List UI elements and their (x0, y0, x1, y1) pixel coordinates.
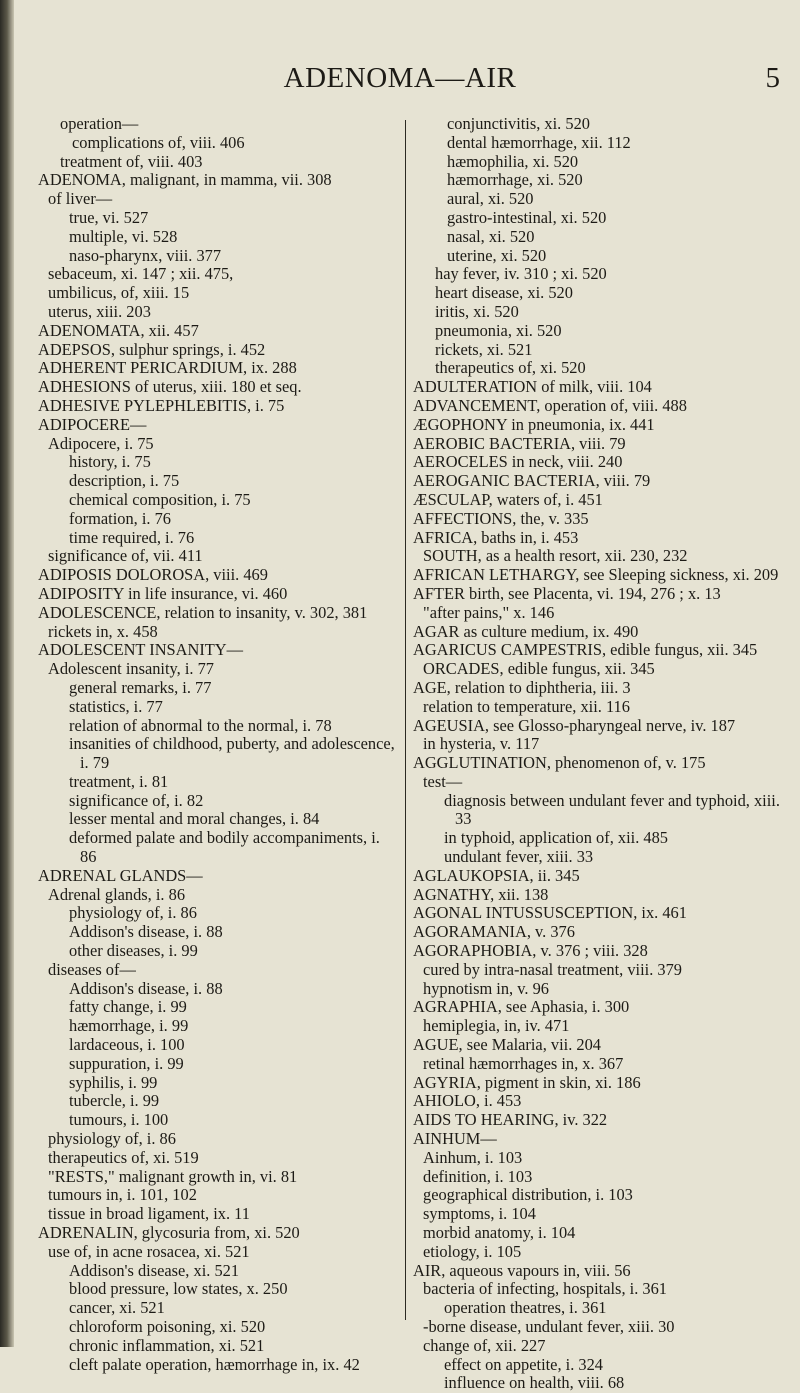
index-subentry: uterus, xiii. 203 (48, 301, 151, 321)
index-subentry: heart disease, xi. 520 (435, 283, 573, 303)
index-heading: ADULTERATION of milk, viii. 104 (413, 377, 652, 397)
index-heading: AEROBIC BACTERIA, viii. 79 (413, 433, 626, 453)
index-heading: ÆGOPHONY in pneumonia, ix. 441 (413, 414, 655, 434)
index-subentry: tumours, i. 100 (69, 1110, 169, 1130)
index-heading: AGORAPHOBIA, v. 376 ; viii. 328 (413, 941, 648, 961)
book-binding-edge (0, 0, 14, 1347)
index-subentry: syphilis, i. 99 (69, 1072, 158, 1092)
index-subentry: hypnotism in, v. 96 (423, 978, 549, 998)
index-heading: ADENOMATA, xii. 457 (38, 320, 199, 340)
index-heading: AGE, relation to diphtheria, iii. 3 (413, 677, 631, 697)
index-subentry: "after pains," x. 146 (423, 602, 555, 622)
index-subentry: hay fever, iv. 310 ; xi. 520 (435, 264, 607, 284)
index-subentry: in hysteria, v. 117 (423, 734, 540, 754)
index-subentry: therapeutics of, xi. 520 (435, 358, 586, 378)
index-subentry: hemiplegia, in, iv. 471 (423, 1016, 570, 1036)
index-subentry: influence on health, viii. 68 (444, 1373, 625, 1393)
index-heading: AGAR as culture medium, ix. 490 (413, 621, 639, 641)
index-subentry: treatment of, viii. 403 (60, 151, 203, 171)
index-subentry: chloroform poisoning, xi. 520 (69, 1317, 266, 1336)
index-subentry: hæmorrhage, i. 99 (69, 1016, 189, 1036)
index-heading: AGLAUKOPSIA, ii. 345 (413, 865, 580, 885)
index-subentry: naso-pharynx, viii. 377 (69, 245, 222, 265)
index-heading: AIR, aqueous vapours in, viii. 56 (413, 1260, 631, 1280)
index-subentry: cleft palate operation, hæmorrhage in, ix. 42 (69, 1354, 360, 1374)
index-subentry: test— (423, 771, 463, 791)
index-subentry: undulant fever, xiii. 33 (444, 847, 594, 867)
index-subentry: pneumonia, xi. 520 (435, 320, 562, 340)
index-column-right (413, 115, 788, 1393)
index-subentry: diagnosis between undulant fever and typhoid, xiii. 33 (444, 790, 780, 829)
index-subentry: dental hæmorrhage, xii. 112 (447, 132, 631, 152)
index-heading: AGYRIA, pigment in skin, xi. 186 (413, 1072, 641, 1092)
index-subentry: Addison's disease, i. 88 (69, 922, 223, 942)
index-heading: AEROGANIC BACTERIA, viii. 79 (413, 471, 651, 491)
page-number: 5 (765, 62, 780, 94)
index-subentry: morbid anatomy, i. 104 (423, 1223, 576, 1243)
index-heading: ADOLESCENT INSANITY— (38, 640, 244, 660)
index-heading: AGNATHY, xii. 138 (413, 884, 549, 904)
index-subentry: SOUTH, as a health resort, xii. 230, 232 (423, 546, 688, 566)
index-subentry: complications of, viii. 406 (72, 132, 245, 152)
index-heading: ADHESIONS of uterus, xiii. 180 et seq. (38, 377, 302, 397)
index-subentry: in typhoid, application of, xii. 485 (444, 828, 668, 848)
index-subentry: change of, xii. 227 (423, 1335, 546, 1355)
index-subentry: Ainhum, i. 103 (423, 1147, 523, 1167)
index-subentry: symptoms, i. 104 (423, 1204, 536, 1224)
index-subentry: operation theatres, i. 361 (444, 1298, 607, 1318)
index-subentry: rickets in, x. 458 (48, 621, 158, 641)
index-heading: ADEPSOS, sulphur springs, i. 452 (38, 339, 266, 359)
index-subentry: multiple, vi. 528 (69, 226, 178, 246)
index-subentry: therapeutics of, xi. 519 (48, 1147, 199, 1167)
index-subentry: physiology of, i. 86 (69, 903, 197, 923)
index-subentry: deformed palate and bodily accompaniments, i. 86 (69, 828, 380, 867)
index-subentry: etiology, i. 105 (423, 1241, 522, 1261)
index-heading: AGONAL INTUSSUSCEPTION, ix. 461 (413, 903, 687, 923)
index-subentry: cancer, xi. 521 (69, 1298, 165, 1318)
index-heading: AGARICUS CAMPESTRIS, edible fungus, xii. 345 (413, 640, 758, 660)
index-heading: AHIOLO, i. 453 (413, 1091, 522, 1111)
index-subentry: suppuration, i. 99 (69, 1053, 184, 1073)
index-subentry: retinal hæmorrhages in, x. 367 (423, 1053, 624, 1073)
index-subentry: physiology of, i. 86 (48, 1129, 176, 1149)
index-subentry: general remarks, i. 77 (69, 677, 212, 697)
index-subentry: blood pressure, low states, x. 250 (69, 1279, 288, 1299)
index-subentry: Adolescent insanity, i. 77 (48, 659, 215, 679)
index-heading: AFRICA, baths in, i. 453 (413, 527, 579, 547)
index-subentry: fatty change, i. 99 (69, 997, 187, 1017)
index-heading: ADHESIVE PYLEPHLEBITIS, i. 75 (38, 395, 285, 415)
index-subentry: bacteria of infecting, hospitals, i. 361 (423, 1279, 667, 1299)
index-subentry: time required, i. 76 (69, 527, 195, 547)
index-subentry: hæmorrhage, xi. 520 (447, 170, 583, 190)
index-heading: AFRICAN LETHARGY, see Sleeping sickness, xi. 209 (413, 565, 779, 585)
index-subentry: conjunctivitis, xi. 520 (447, 114, 590, 133)
index-heading: AGORAMANIA, v. 376 (413, 922, 575, 942)
index-subentry: Addison's disease, i. 88 (69, 978, 223, 998)
index-subentry: description, i. 75 (69, 471, 180, 491)
index-subentry: treatment, i. 81 (69, 771, 169, 791)
index-subentry: formation, i. 76 (69, 508, 171, 528)
index-subentry: nasal, xi. 520 (447, 226, 535, 246)
index-subentry: diseases of— (48, 959, 136, 979)
index-subentry: -borne disease, undulant fever, xiii. 30 (423, 1317, 675, 1336)
index-subentry: chemical composition, i. 75 (69, 489, 251, 509)
index-subentry: relation to temperature, xii. 116 (423, 696, 630, 716)
index-heading: AINHUM— (413, 1129, 497, 1149)
index-heading: ADENOMA, malignant, in mamma, vii. 308 (38, 170, 332, 190)
index-heading: AGGLUTINATION, phenomenon of, v. 175 (413, 753, 706, 773)
index-subentry: tumours in, i. 101, 102 (48, 1185, 197, 1205)
index-heading: ADIPOSITY in life insurance, vi. 460 (38, 583, 288, 603)
index-subentry: umbilicus, of, xiii. 15 (48, 283, 190, 303)
index-heading: AIDS TO HEARING, iv. 322 (413, 1110, 608, 1130)
index-heading: AEROCELES in neck, viii. 240 (413, 452, 623, 472)
index-subentry: chronic inflammation, xi. 521 (69, 1335, 265, 1355)
index-subentry: iritis, xi. 520 (435, 301, 519, 321)
index-subentry: lesser mental and moral changes, i. 84 (69, 809, 320, 829)
index-subentry: of liver— (48, 189, 113, 209)
index-subentry: tissue in broad ligament, ix. 11 (48, 1204, 250, 1224)
index-subentry: uterine, xi. 520 (447, 245, 547, 265)
index-heading: ADIPOCERE— (38, 414, 147, 434)
index-heading: ADHERENT PERICARDIUM, ix. 288 (38, 358, 297, 378)
index-heading: ADRENALIN, glycosuria from, xi. 520 (38, 1223, 300, 1243)
index-subentry: effect on appetite, i. 324 (444, 1354, 603, 1374)
index-subentry: "RESTS," malignant growth in, vi. 81 (48, 1166, 298, 1186)
index-subentry: other diseases, i. 99 (69, 941, 198, 961)
index-subentry: cured by intra-nasal treatment, viii. 379 (423, 959, 682, 979)
index-subentry: tubercle, i. 99 (69, 1091, 160, 1111)
index-subentry: Addison's disease, xi. 521 (69, 1260, 240, 1280)
index-heading: ADOLESCENCE, relation to insanity, v. 302, 381 (38, 602, 368, 622)
index-subentry: Adrenal glands, i. 86 (48, 884, 186, 904)
index-subentry: true, vi. 527 (69, 207, 149, 227)
index-subentry: operation— (60, 114, 139, 133)
index-heading: AGEUSIA, see Glosso-pharyngeal nerve, iv. 187 (413, 715, 736, 735)
index-subentry: use of, in acne rosacea, xi. 521 (48, 1241, 250, 1261)
index-subentry: geographical distribution, i. 103 (423, 1185, 633, 1205)
index-subentry: gastro-intestinal, xi. 520 (447, 207, 607, 227)
index-heading: ADIPOSIS DOLOROSA, viii. 469 (38, 565, 268, 585)
index-subentry: aural, xi. 520 (447, 189, 534, 209)
index-subentry: insanities of childhood, puberty, and adolescence, i. 79 (69, 734, 395, 773)
index-subentry: rickets, xi. 521 (435, 339, 533, 359)
index-subentry: lardaceous, i. 100 (69, 1035, 185, 1055)
index-heading: ADRENAL GLANDS— (38, 865, 203, 885)
index-subentry: definition, i. 103 (423, 1166, 533, 1186)
index-subentry: significance of, vii. 411 (48, 546, 203, 566)
index-subentry: Adipocere, i. 75 (48, 433, 154, 453)
index-column-left (38, 115, 396, 1374)
index-heading: AGUE, see Malaria, vii. 204 (413, 1035, 601, 1055)
column-divider (405, 120, 406, 1320)
index-heading: AGRAPHIA, see Aphasia, i. 300 (413, 997, 630, 1017)
index-subentry: statistics, i. 77 (69, 696, 163, 716)
index-subentry: sebaceum, xi. 147 ; xii. 475, (48, 264, 234, 284)
index-heading: AFFECTIONS, the, v. 335 (413, 508, 589, 528)
index-subentry: significance of, i. 82 (69, 790, 204, 810)
index-subentry: history, i. 75 (69, 452, 151, 472)
index-subentry: relation of abnormal to the normal, i. 78 (69, 715, 332, 735)
index-heading: ADVANCEMENT, operation of, viii. 488 (413, 395, 687, 415)
index-heading: AFTER birth, see Placenta, vi. 194, 276 ; x. 13 (413, 583, 721, 603)
index-subentry: hæmophilia, xi. 520 (447, 151, 579, 171)
index-heading: ÆSCULAP, waters of, i. 451 (413, 489, 603, 509)
index-subentry: ORCADES, edible fungus, xii. 345 (423, 659, 655, 679)
running-head: ADENOMA—AIR (283, 62, 517, 94)
page-header (0, 62, 800, 98)
